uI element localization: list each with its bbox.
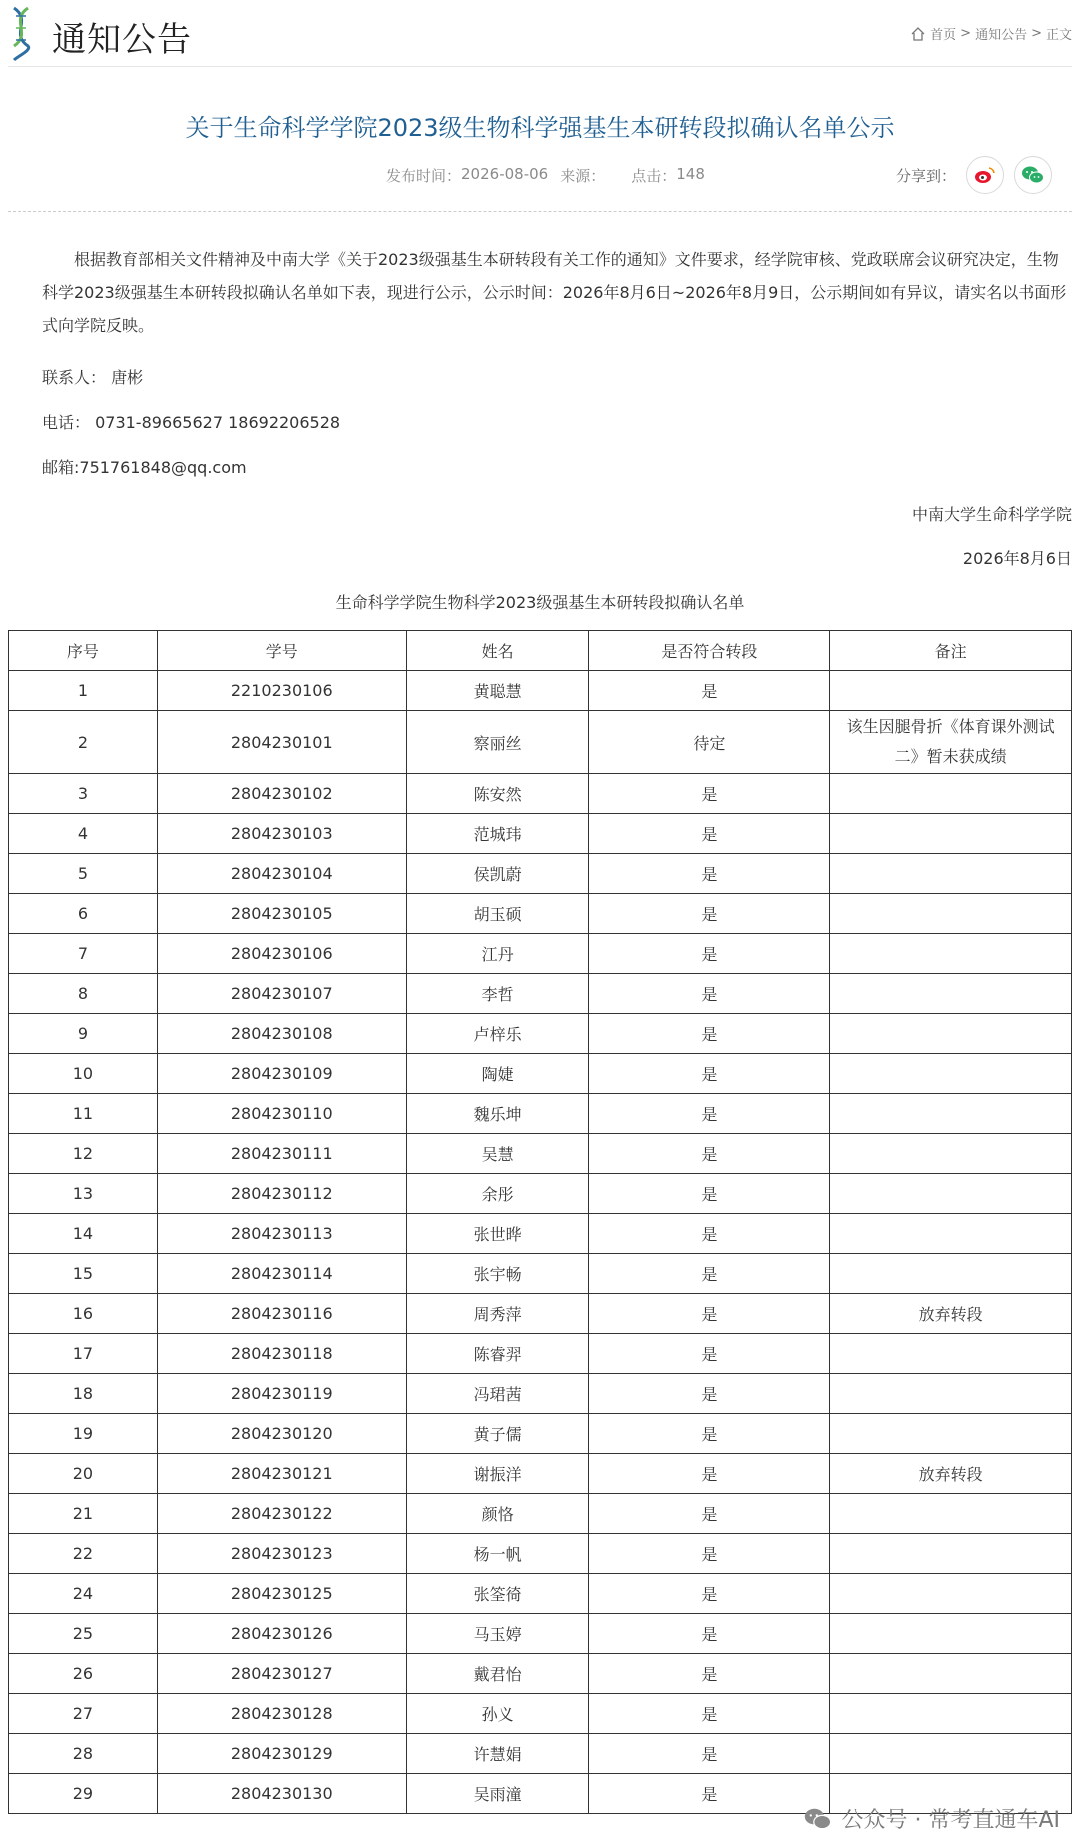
table-header-row <box>9 631 1072 671</box>
student-name-cell: 卢梓乐 <box>406 1014 589 1054</box>
row-index-cell: 17 <box>9 1334 158 1374</box>
column-header: 备注 <box>830 631 1072 671</box>
breadcrumb <box>910 24 1072 43</box>
student-name-cell: 颜恪 <box>406 1494 589 1534</box>
student-id-cell: 2804230127 <box>157 1654 406 1694</box>
eligibility-cell: 是 <box>589 1374 830 1414</box>
student-id-cell: 2804230107 <box>157 974 406 1014</box>
row-index-cell: 20 <box>9 1454 158 1494</box>
student-id-cell: 2804230102 <box>157 774 406 814</box>
table-row <box>9 1534 1072 1574</box>
table-row <box>9 1254 1072 1294</box>
remark-cell <box>830 1334 1072 1374</box>
student-id-cell: 2804230120 <box>157 1414 406 1454</box>
student-list-table <box>8 630 1072 1814</box>
notice-paragraph: 根据教育部相关文件精神及中南大学《关于2023级强基生本研转段有关工作的通知》文件要求，经学院审核、党政联席会议研究决定，生物科学2023级强基生本研转段拟确认名单如下表，现进行公示，公示时间：2026年8月6日~2026年8月9日，公示期间如有异议，请实名以书面形式向学院反映。 <box>42 250 1067 335</box>
column-header: 是否符合转段 <box>589 631 830 671</box>
breadcrumb-notices-link[interactable]: 通知公告 <box>975 28 1028 43</box>
table-row <box>9 1014 1072 1054</box>
meta-divider <box>8 211 1072 212</box>
row-index-cell: 13 <box>9 1174 158 1214</box>
remark-cell <box>830 1734 1072 1774</box>
eligibility-cell: 是 <box>589 1574 830 1614</box>
row-index-cell: 2 <box>9 711 158 774</box>
student-id-cell: 2804230128 <box>157 1694 406 1734</box>
table-row <box>9 1374 1072 1414</box>
remark-cell <box>830 814 1072 854</box>
home-icon[interactable] <box>910 26 926 42</box>
eligibility-cell: 是 <box>589 814 830 854</box>
weibo-icon <box>974 166 996 184</box>
row-index-cell: 19 <box>9 1414 158 1454</box>
row-index-cell: 10 <box>9 1054 158 1094</box>
row-index-cell: 6 <box>9 894 158 934</box>
student-id-cell: 2804230111 <box>157 1134 406 1174</box>
eligibility-cell: 是 <box>589 1454 830 1494</box>
table-row <box>9 711 1072 774</box>
student-name-cell: 吴慧 <box>406 1134 589 1174</box>
table-row <box>9 1294 1072 1334</box>
remark-cell <box>830 1374 1072 1414</box>
eligibility-cell: 是 <box>589 1094 830 1134</box>
watermark <box>803 1803 1060 1834</box>
row-index-cell: 1 <box>9 671 158 711</box>
table-row <box>9 934 1072 974</box>
row-index-cell: 3 <box>9 774 158 814</box>
column-header: 姓名 <box>406 631 589 671</box>
wechat-share-button[interactable] <box>1014 156 1052 194</box>
eligibility-cell: 是 <box>589 1534 830 1574</box>
table-row <box>9 1174 1072 1214</box>
student-name-cell: 张世晔 <box>406 1214 589 1254</box>
table-row <box>9 671 1072 711</box>
eligibility-cell: 是 <box>589 894 830 934</box>
table-row <box>9 1734 1072 1774</box>
eligibility-cell: 是 <box>589 1334 830 1374</box>
table-row <box>9 1654 1072 1694</box>
breadcrumb-home-link[interactable]: 首页 <box>930 28 957 43</box>
student-name-cell: 吴雨潼 <box>406 1774 589 1814</box>
student-name-cell: 余彤 <box>406 1174 589 1214</box>
table-row <box>9 1694 1072 1734</box>
student-id-cell: 2804230113 <box>157 1214 406 1254</box>
student-name-cell: 张宇畅 <box>406 1254 589 1294</box>
remark-cell <box>830 1614 1072 1654</box>
student-name-cell: 马玉婷 <box>406 1614 589 1654</box>
student-name-cell: 察丽丝 <box>406 711 589 774</box>
student-id-cell: 2804230125 <box>157 1574 406 1614</box>
student-id-cell: 2804230101 <box>157 711 406 774</box>
remark-cell: 该生因腿骨折《体育课外测试二》暂未获成绩 <box>830 711 1072 774</box>
table-title: 生命科学学院生物科学2023级强基生本研转段拟确认名单 <box>335 593 745 612</box>
student-name-cell: 谢振洋 <box>406 1454 589 1494</box>
student-id-cell: 2804230126 <box>157 1614 406 1654</box>
student-id-cell: 2804230104 <box>157 854 406 894</box>
row-index-cell: 14 <box>9 1214 158 1254</box>
student-id-cell: 2804230123 <box>157 1534 406 1574</box>
eligibility-cell: 是 <box>589 1614 830 1654</box>
eligibility-cell: 是 <box>589 1654 830 1694</box>
student-id-cell: 2804230105 <box>157 894 406 934</box>
student-name-cell: 李哲 <box>406 974 589 1014</box>
student-id-cell: 2804230106 <box>157 934 406 974</box>
table-row <box>9 1494 1072 1534</box>
remark-cell <box>830 1014 1072 1054</box>
student-name-cell: 张筌徛 <box>406 1574 589 1614</box>
signature-org: 中南大学生命科学学院 <box>911 505 1072 524</box>
row-index-cell: 26 <box>9 1654 158 1694</box>
eligibility-cell: 是 <box>589 1494 830 1534</box>
student-name-cell: 许慧娟 <box>406 1734 589 1774</box>
student-name-cell: 周秀萍 <box>406 1294 589 1334</box>
student-id-cell: 2804230110 <box>157 1094 406 1134</box>
eligibility-cell: 是 <box>589 1134 830 1174</box>
remark-cell <box>830 1174 1072 1214</box>
student-name-cell: 孙义 <box>406 1694 589 1734</box>
publish-date: 2026-08-06 <box>461 165 549 183</box>
row-index-cell: 28 <box>9 1734 158 1774</box>
signature-date: 2026年8月6日 <box>962 549 1072 568</box>
table-row <box>9 1134 1072 1174</box>
remark-cell <box>830 1414 1072 1454</box>
breadcrumb-separator: > <box>960 26 972 41</box>
remark-cell <box>830 774 1072 814</box>
student-id-cell: 2804230130 <box>157 1774 406 1814</box>
row-index-cell: 7 <box>9 934 158 974</box>
table-row <box>9 894 1072 934</box>
row-index-cell: 9 <box>9 1014 158 1054</box>
article-title: 关于生命科学学院2023级生物科学强基生本研转段拟确认名单公示 <box>185 114 895 142</box>
remark-cell <box>830 1694 1072 1734</box>
student-id-cell: 2804230112 <box>157 1174 406 1214</box>
table-row <box>9 854 1072 894</box>
student-id-cell: 2804230108 <box>157 1014 406 1054</box>
remark-cell <box>830 1654 1072 1694</box>
eligibility-cell: 是 <box>589 1014 830 1054</box>
row-index-cell: 22 <box>9 1534 158 1574</box>
remark-cell <box>830 1574 1072 1614</box>
row-index-cell: 29 <box>9 1774 158 1814</box>
article-meta <box>386 165 705 186</box>
remark-cell: 放弃转段 <box>830 1294 1072 1334</box>
student-name-cell: 侯凯蔚 <box>406 854 589 894</box>
row-index-cell: 27 <box>9 1694 158 1734</box>
site-title: 通知公告 <box>52 20 192 60</box>
share-bar <box>896 156 1052 194</box>
column-header: 学号 <box>157 631 406 671</box>
remark-cell <box>830 894 1072 934</box>
source-label: 来源： <box>560 167 606 185</box>
wechat-icon <box>803 1807 833 1831</box>
remark-cell <box>830 934 1072 974</box>
table-row <box>9 1334 1072 1374</box>
remark-cell <box>830 671 1072 711</box>
table-row <box>9 814 1072 854</box>
row-index-cell: 4 <box>9 814 158 854</box>
remark-cell <box>830 974 1072 1014</box>
remark-cell <box>830 1254 1072 1294</box>
eligibility-cell: 是 <box>589 1734 830 1774</box>
student-id-cell: 2804230121 <box>157 1454 406 1494</box>
eligibility-cell: 是 <box>589 1054 830 1094</box>
student-name-cell: 冯珺茜 <box>406 1374 589 1414</box>
student-id-cell: 2804230129 <box>157 1734 406 1774</box>
student-id-cell: 2210230106 <box>157 671 406 711</box>
student-name-cell: 范城玮 <box>406 814 589 854</box>
site-header <box>0 0 1080 68</box>
eligibility-cell: 是 <box>589 774 830 814</box>
table-row <box>9 1454 1072 1494</box>
clicks-label: 点击： <box>631 167 677 185</box>
row-index-cell: 15 <box>9 1254 158 1294</box>
table-row <box>9 1094 1072 1134</box>
eligibility-cell: 待定 <box>589 711 830 774</box>
student-name-cell: 杨一帆 <box>406 1534 589 1574</box>
row-index-cell: 24 <box>9 1574 158 1614</box>
clicks-count: 148 <box>676 165 705 183</box>
eligibility-cell: 是 <box>589 854 830 894</box>
table-row <box>9 1414 1072 1454</box>
eligibility-cell: 是 <box>589 1214 830 1254</box>
remark-cell <box>830 1494 1072 1534</box>
student-id-cell: 2804230119 <box>157 1374 406 1414</box>
watermark-text: 公众号 · 常考直通车AI <box>841 1808 1060 1833</box>
dna-logo-icon <box>8 6 34 62</box>
eligibility-cell: 是 <box>589 974 830 1014</box>
row-index-cell: 16 <box>9 1294 158 1334</box>
student-id-cell: 2804230116 <box>157 1294 406 1334</box>
student-name-cell: 黄聪慧 <box>406 671 589 711</box>
remark-cell <box>830 1134 1072 1174</box>
row-index-cell: 18 <box>9 1374 158 1414</box>
contact-phone: 电话： 0731-89665627 18692206528 <box>42 413 341 432</box>
eligibility-cell: 是 <box>589 1254 830 1294</box>
wechat-icon <box>1021 165 1045 185</box>
eligibility-cell: 是 <box>589 1774 830 1814</box>
row-index-cell: 21 <box>9 1494 158 1534</box>
eligibility-cell: 是 <box>589 1414 830 1454</box>
breadcrumb-separator: > <box>1031 26 1042 41</box>
student-id-cell: 2804230114 <box>157 1254 406 1294</box>
publish-label: 发布时间： <box>386 167 462 185</box>
student-name-cell: 胡玉硕 <box>406 894 589 934</box>
student-name-cell: 黄子儒 <box>406 1414 589 1454</box>
row-index-cell: 12 <box>9 1134 158 1174</box>
student-name-cell: 陶婕 <box>406 1054 589 1094</box>
table-row <box>9 1614 1072 1654</box>
breadcrumb-current: 正文 <box>1045 28 1072 43</box>
table-row <box>9 1054 1072 1094</box>
eligibility-cell: 是 <box>589 934 830 974</box>
remark-cell <box>830 854 1072 894</box>
eligibility-cell: 是 <box>589 1174 830 1214</box>
remark-cell: 放弃转段 <box>830 1454 1072 1494</box>
student-name-cell: 陈安然 <box>406 774 589 814</box>
student-id-cell: 2804230103 <box>157 814 406 854</box>
student-id-cell: 2804230109 <box>157 1054 406 1094</box>
contact-person: 联系人： 唐彬 <box>42 368 144 387</box>
student-name-cell: 江丹 <box>406 934 589 974</box>
row-index-cell: 8 <box>9 974 158 1014</box>
eligibility-cell: 是 <box>589 671 830 711</box>
table-row <box>9 1214 1072 1254</box>
row-index-cell: 25 <box>9 1614 158 1654</box>
row-index-cell: 11 <box>9 1094 158 1134</box>
student-name-cell: 戴君怡 <box>406 1654 589 1694</box>
student-id-cell: 2804230118 <box>157 1334 406 1374</box>
column-header: 序号 <box>9 631 158 671</box>
share-label: 分享到： <box>895 166 956 185</box>
remark-cell <box>830 1094 1072 1134</box>
table-row <box>9 774 1072 814</box>
header-divider <box>8 66 1072 67</box>
student-name-cell: 陈睿羿 <box>406 1334 589 1374</box>
table-body <box>9 671 1072 1814</box>
weibo-share-button[interactable] <box>966 156 1004 194</box>
student-name-cell: 魏乐坤 <box>406 1094 589 1134</box>
table-row <box>9 974 1072 1014</box>
eligibility-cell: 是 <box>589 1294 830 1334</box>
remark-cell <box>830 1534 1072 1574</box>
contact-email: 邮箱:751761848@qq.com <box>42 458 247 477</box>
table-row <box>9 1574 1072 1614</box>
row-index-cell: 5 <box>9 854 158 894</box>
student-id-cell: 2804230122 <box>157 1494 406 1534</box>
remark-cell <box>830 1054 1072 1094</box>
remark-cell <box>830 1214 1072 1254</box>
eligibility-cell: 是 <box>589 1694 830 1734</box>
